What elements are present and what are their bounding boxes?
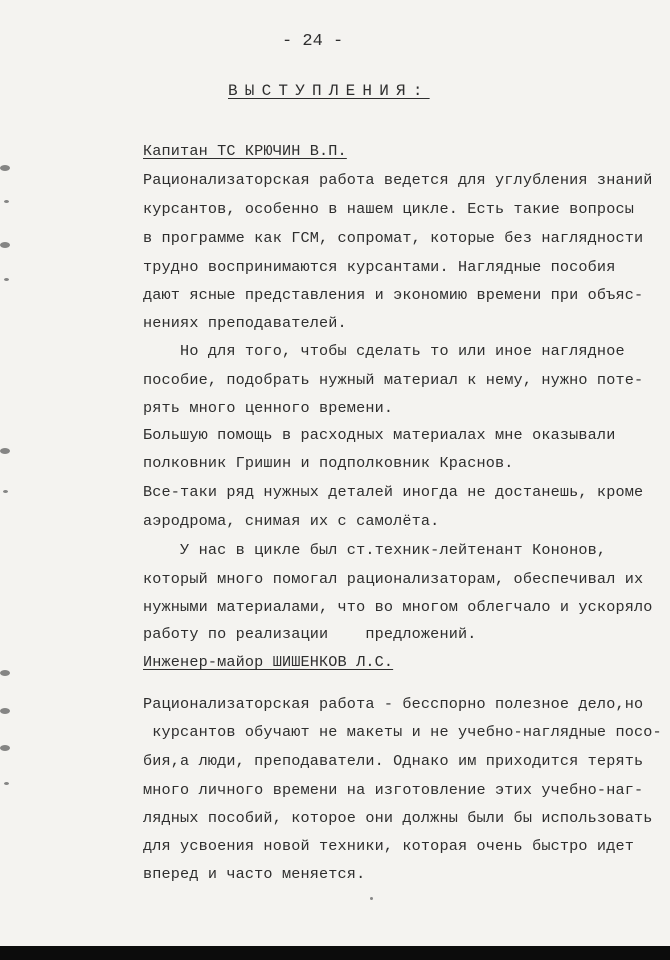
text-line: нужными материалами, что во многом облегчало и ускоряло: [143, 598, 653, 616]
text-line: бия,а люди, преподаватели. Однако им приходится терять: [143, 752, 644, 770]
margin-mark: [3, 490, 8, 493]
text-line: который много помогал рационализаторам, обеспечивал их: [143, 570, 644, 588]
margin-mark: [4, 782, 9, 785]
margin-mark: [0, 745, 10, 751]
text-line: работу по реализации предложений.: [143, 625, 477, 643]
section-title: ВЫСТУПЛЕНИЯ:: [228, 82, 430, 100]
margin-mark: [0, 670, 10, 676]
text-line: много личного времени на изготовление этих учебно-наг-: [143, 781, 644, 799]
text-line: дают ясные представления и экономию времени при объяс-: [143, 286, 644, 304]
text-line: трудно воспринимаются курсантами. Наглядные пособия: [143, 258, 616, 276]
text-line: рять много ценного времени.: [143, 399, 394, 417]
speaker-name-2: Инженер-майор ШИШЕНКОВ Л.С.: [143, 653, 394, 671]
scan-bottom-edge: [0, 946, 670, 960]
text-line: Все-таки ряд нужных деталей иногда не достанешь, кроме: [143, 483, 644, 501]
margin-mark: [4, 200, 9, 203]
text-line: полковник Гришин и подполковник Краснов.: [143, 454, 514, 472]
text-line: курсантов, особенно в нашем цикле. Есть такие вопросы: [143, 200, 634, 218]
scan-speck: [370, 897, 373, 900]
text-line: Рационализаторская работа - бесспорно полезное дело,но: [143, 695, 644, 713]
page-number: - 24 -: [282, 32, 344, 51]
margin-mark: [4, 278, 9, 281]
text-line: Рационализаторская работа ведется для углубления знаний: [143, 171, 653, 189]
text-line: курсантов обучают не макеты и не учебно-наглядные посо-: [143, 723, 662, 741]
margin-mark: [0, 242, 10, 248]
text-line: аэродрома, снимая их с самолёта.: [143, 512, 440, 530]
text-line: лядных пособий, которое они должны были бы использовать: [143, 809, 653, 827]
margin-mark: [0, 708, 10, 714]
margin-mark: [0, 165, 10, 171]
text-line: Большую помощь в расходных материалах мне оказывали: [143, 426, 616, 444]
text-line: для усвоения новой техники, которая очень быстро идет: [143, 837, 634, 855]
text-line: нениях преподавателей.: [143, 314, 347, 332]
margin-mark: [0, 448, 10, 454]
text-line: Но для того, чтобы сделать то или иное наглядное: [143, 342, 625, 360]
text-line: У нас в цикле был ст.техник-лейтенант Кононов,: [143, 541, 607, 559]
speaker-name-1: Капитан ТС КРЮЧИН В.П.: [143, 142, 347, 160]
text-line: пособие, подобрать нужный материал к нему, нужно поте-: [143, 371, 644, 389]
text-line: в программе как ГСМ, сопромат, которые без наглядности: [143, 229, 644, 247]
text-line: вперед и часто меняется.: [143, 865, 366, 883]
